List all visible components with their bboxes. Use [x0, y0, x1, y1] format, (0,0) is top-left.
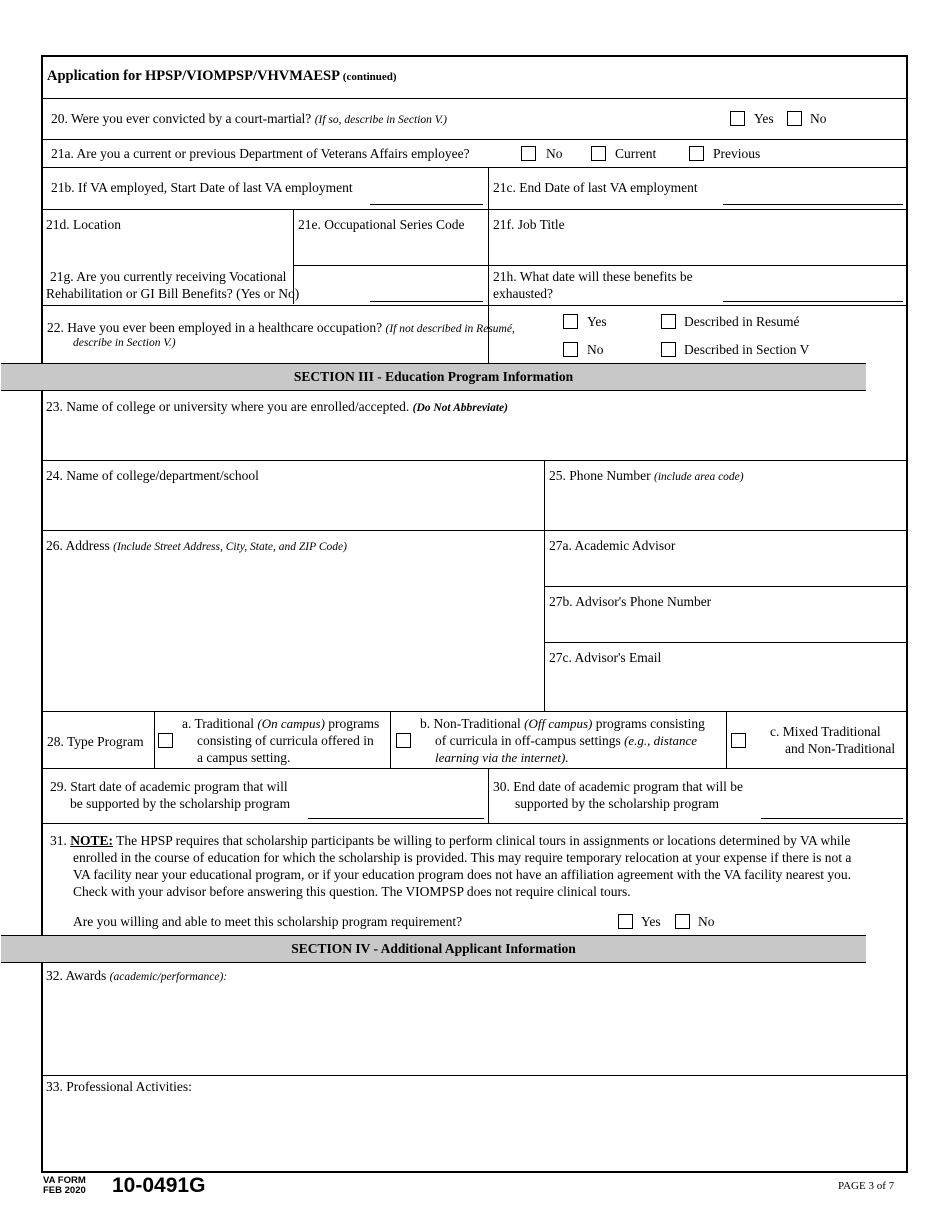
q31-no-checkbox[interactable] [675, 914, 690, 929]
q21e-label: 21e. Occupational Series Code [298, 217, 465, 232]
q30-line2: supported by the scholarship program [515, 796, 719, 811]
q25-label: 25. Phone Number (include area code) [549, 468, 744, 483]
q28b-line3: learning via the internet). [435, 750, 569, 765]
q22-label: 22. Have you ever been employed in a healthcare occupation? (If not described in Resumé, [47, 320, 515, 335]
q28c-line1: c. Mixed Traditional [770, 724, 881, 739]
q28b-line2: of curricula in off-campus settings (e.g., distance [435, 733, 697, 748]
section-iv-header: SECTION IV - Additional Applicant Information [1, 935, 866, 963]
q21a-previous-checkbox[interactable] [689, 146, 704, 161]
q28b-checkbox[interactable] [396, 733, 411, 748]
q21a-label: 21a. Are you a current or previous Department of Veterans Affairs employee? [51, 146, 470, 161]
q30-line1: 30. End date of academic program that will be [493, 779, 744, 794]
q21a-no-checkbox[interactable] [521, 146, 536, 161]
q21f-label: 21f. Job Title [493, 217, 565, 232]
q29-line2: be supported by the scholarship program [70, 796, 291, 811]
q21a-current-checkbox[interactable] [591, 146, 606, 161]
q28a-line2: consisting of curricula offered in [197, 733, 374, 748]
q31-yes-label: Yes [641, 914, 661, 929]
q32-label: 32. Awards (academic/performance): [46, 968, 228, 983]
q20-no-label: No [810, 111, 827, 126]
q21a-no-label: No [546, 146, 563, 161]
q20-yes-label: Yes [754, 111, 774, 126]
q28-checkbox-unlabeled[interactable] [158, 733, 173, 748]
q31-line2: enrolled in the course of education for which the scholarship is provided. This may require temporary relocation at your expense if there is not a [73, 850, 852, 865]
q21a-current-label: Current [615, 146, 657, 161]
q21b-input-line[interactable] [370, 204, 483, 205]
q31-line4: Check with your advisor before answering this question. The VIOMPSP does not require clinical tours. [73, 884, 631, 899]
q26-label: 26. Address (Include Street Address, City, State, and ZIP Code) [46, 538, 347, 553]
q21h-line1: 21h. What date will these benefits be [493, 269, 693, 284]
q27c-label: 27c. Advisor's Email [549, 650, 662, 665]
q28b-line1: b. Non-Traditional (Off campus) programs consisting [420, 716, 705, 731]
q31-no-label: No [698, 914, 715, 929]
q22-resume-checkbox[interactable] [661, 314, 676, 329]
q28a-line1: a. Traditional (On campus) programs [182, 716, 380, 731]
q31-question: Are you willing and able to meet this scholarship program requirement? [73, 914, 463, 929]
q27a-label: 27a. Academic Advisor [549, 538, 676, 553]
q28c-line2: and Non-Traditional [785, 741, 896, 756]
footer-va-form: VA FORM FEB 2020 [43, 1175, 86, 1196]
q22-section-v-label: Described in Section V [684, 342, 810, 357]
q30-input-line[interactable] [761, 818, 903, 819]
q22-no-checkbox[interactable] [563, 342, 578, 357]
q27b-label: 27b. Advisor's Phone Number [549, 594, 712, 609]
q21c-input-line[interactable] [723, 204, 903, 205]
q21h-line2: exhausted? [493, 286, 553, 301]
q21b-label: 21b. If VA employed, Start Date of last VA employment [51, 180, 353, 195]
q31-yes-checkbox[interactable] [618, 914, 633, 929]
q28a-line3: a campus setting. [197, 750, 291, 765]
form-frame [41, 55, 908, 1173]
q31-line3: VA facility near your educational program, or if your education program does not have an affiliation agreement with the VA facility nearest you. [73, 867, 852, 882]
q29-line1: 29. Start date of academic program that will [50, 779, 288, 794]
q24-label: 24. Name of college/department/school [46, 468, 259, 483]
q22-hint: describe in Section V.) [73, 337, 176, 349]
q21h-input-line[interactable] [723, 301, 903, 302]
q21d-label: 21d. Location [46, 217, 121, 232]
footer-page-number: PAGE 3 of 7 [838, 1180, 895, 1192]
q28c-checkbox[interactable] [731, 733, 746, 748]
q21g-input-line[interactable] [370, 301, 483, 302]
q21g-line2: Rehabilitation or GI Bill Benefits? (Yes or No) [46, 286, 300, 301]
q21g-line1: 21g. Are you currently receiving Vocational [50, 269, 287, 284]
q22-yes-label: Yes [587, 314, 607, 329]
q22-resume-label: Described in Resumé [684, 314, 800, 329]
q22-yes-checkbox[interactable] [563, 314, 578, 329]
q31-line1: 31. NOTE: The HPSP requires that scholarship participants be willing to perform clinical tours in assignments or locations determined by VA while [50, 833, 851, 848]
q33-label: 33. Professional Activities: [46, 1079, 192, 1094]
footer-form-number: 10-0491G [112, 1174, 206, 1197]
form-title: Application for HPSP/VIOMPSP/VHVMAESP (continued) [47, 68, 397, 84]
section-iii-header: SECTION III - Education Program Information [1, 363, 866, 391]
q28-label: 28. Type Program [47, 734, 144, 749]
q21a-previous-label: Previous [713, 146, 761, 161]
q29-input-line[interactable] [308, 818, 484, 819]
q23-label: 23. Name of college or university where you are enrolled/accepted. (Do Not Abbreviate) [46, 399, 508, 414]
q20-label: 20. Were you ever convicted by a court-martial? (If so, describe in Section V.) [51, 111, 448, 126]
q20-no-checkbox[interactable] [787, 111, 802, 126]
q20-yes-checkbox[interactable] [730, 111, 745, 126]
q22-section-v-checkbox[interactable] [661, 342, 676, 357]
q21c-label: 21c. End Date of last VA employment [493, 180, 698, 195]
q22-no-label: No [587, 342, 604, 357]
